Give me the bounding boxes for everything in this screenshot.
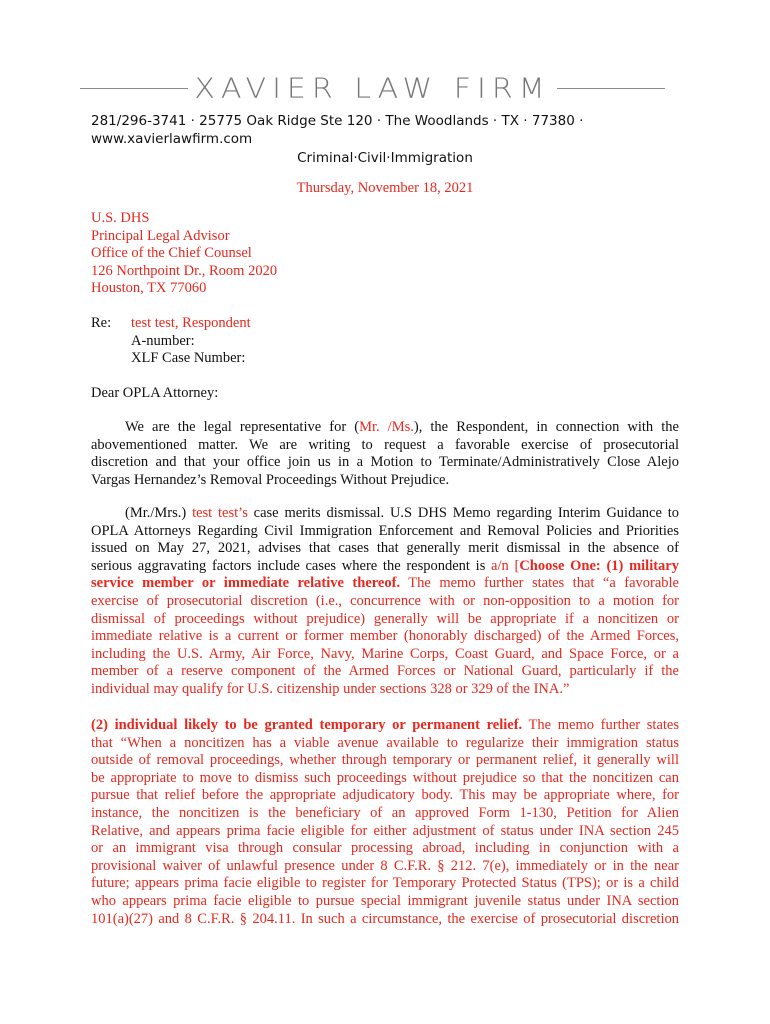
text-line: that “When a noncitizen has a viable avenue available to regularize their immigration status	[91, 734, 679, 751]
re-label: Re:	[91, 315, 112, 331]
letterhead	[80, 72, 665, 106]
contact-website: www.xavierlawfirm.com	[91, 131, 253, 147]
paragraph-intro	[91, 419, 679, 489]
text-run: The memo further states that “a favorable	[400, 575, 679, 592]
text-line: provisional waiver of unlawful presence under 8 C.F.R. § 212. 7(e), immediately or in the near	[91, 857, 679, 874]
re-case-number: XLF Case Number:	[131, 350, 246, 367]
text-line: 101(a)(27) and 8 C.F.R. § 204.11. In such a circumstance, the exercise of prosecutorial discretion	[91, 910, 679, 927]
text-line: OPLA Attorneys Regarding Civil Immigration Enforcement and Removal Policies and Priorities	[91, 522, 679, 539]
recipient-line: Houston, TX 77060	[91, 280, 207, 297]
practice-areas: Criminal·Civil·Immigration	[297, 150, 473, 166]
recipient-line: 126 Northpoint Dr., Room 2020	[91, 262, 278, 279]
text-run: case merits dismissal. U.S DHS Memo regarding Interim Guidance to	[247, 505, 679, 521]
text-line: future; appears prima facie eligible to register for Temporary Protected Status (TPS); or is a child	[91, 875, 679, 892]
choose-one-option: Choose One: (1) military	[519, 557, 679, 574]
text-line: Relative, and appears prima facie eligible for either adjustment of status under INA section 245	[91, 822, 679, 839]
recipient-line: Principal Legal Advisor	[91, 227, 230, 244]
text-line: including the U.S. Army, Air Force, Navy, Marine Corps, Coast Guard, and Space Force, or a	[91, 645, 679, 662]
text-run: a/n [	[491, 557, 520, 574]
text-run: ), the Respondent, in connection with the	[413, 419, 679, 435]
contact-info	[91, 112, 631, 148]
recipient-address	[91, 210, 277, 298]
text-line: instance, the noncitizen is the beneficiary of an approved Form 1-130, Petition for Alien	[91, 804, 679, 821]
firm-name: XAVIER LAW FIRM	[188, 72, 556, 104]
text-line: immediate relative is a current or former member (honorably discharged) of the Armed Forces,	[91, 628, 679, 645]
paragraph-dismissal	[91, 505, 679, 699]
text-line: member of a reserve component of the Armed Forces or National Guard, particularly if the	[91, 663, 679, 680]
text-line: abovementioned matter. We are writing to request a favorable exercise of prosecutorial	[91, 436, 679, 453]
recipient-line: Office of the Chief Counsel	[91, 245, 252, 262]
text-run: The memo further states	[522, 717, 679, 733]
recipient-line: U.S. DHS	[91, 210, 150, 226]
text-run: We are the legal representative for (	[125, 419, 360, 435]
text-line: be appropriate to move to dismiss such proceedings without prejudice so that the noncitizen can	[91, 769, 679, 786]
mr-ms-field: Mr. /Ms.	[359, 419, 414, 435]
text-line: outside of removal proceedings, whether through temporary or permanent relief, it generally will	[91, 752, 679, 769]
text-run: (Mr./Mrs.)	[125, 505, 193, 521]
re-respondent: test test, Respondent	[131, 315, 251, 331]
salutation: Dear OPLA Attorney:	[91, 385, 219, 401]
respondent-name: test test’s	[192, 505, 248, 521]
text-line: individual may qualify for U.S. citizenship under sections 328 or 329 of the INA.”	[91, 680, 570, 697]
contact-address: 281/296-3741 · 25775 Oak Ridge Ste 120 · The Woodlands · TX · 77380 ·	[91, 113, 584, 129]
letter-date: Thursday, November 18, 2021	[296, 180, 474, 196]
text-line: Vargas Hernandez’s Removal Proceedings Without Prejudice.	[91, 471, 450, 488]
re-a-number: A-number:	[131, 332, 195, 349]
text-line: or an immigrant visa through consular processing abroad, including in conjunction with a	[91, 840, 679, 857]
text-run: serious aggravating factors include cases where the respondent is	[91, 557, 492, 574]
text-line: exercise of prosecutorial discretion (i.e., concurrence with or non-opposition to a motion for	[91, 592, 679, 609]
option-military: service member or immediate relative thereof.	[91, 575, 401, 592]
text-line: who appears prima facie eligible to pursue special immigrant juvenile status under INA section	[91, 892, 679, 909]
paragraph-relief	[91, 717, 679, 928]
option-relief: (2) individual likely to be granted temporary or permanent relief.	[91, 717, 523, 733]
text-line: issued on May 27, 2021, advises that cases that generally merit dismissal in the absence of	[91, 540, 679, 557]
text-line: pursue that relief before the appropriate adjudicatory body. This may be appropriate where, for	[91, 787, 679, 804]
text-line: dismissal of proceedings without prejudice) generally will be appropriate if a noncitizen or	[91, 610, 679, 627]
text-line: discretion and that your office join us in a Motion to Terminate/Administratively Close Alejo	[91, 454, 679, 471]
